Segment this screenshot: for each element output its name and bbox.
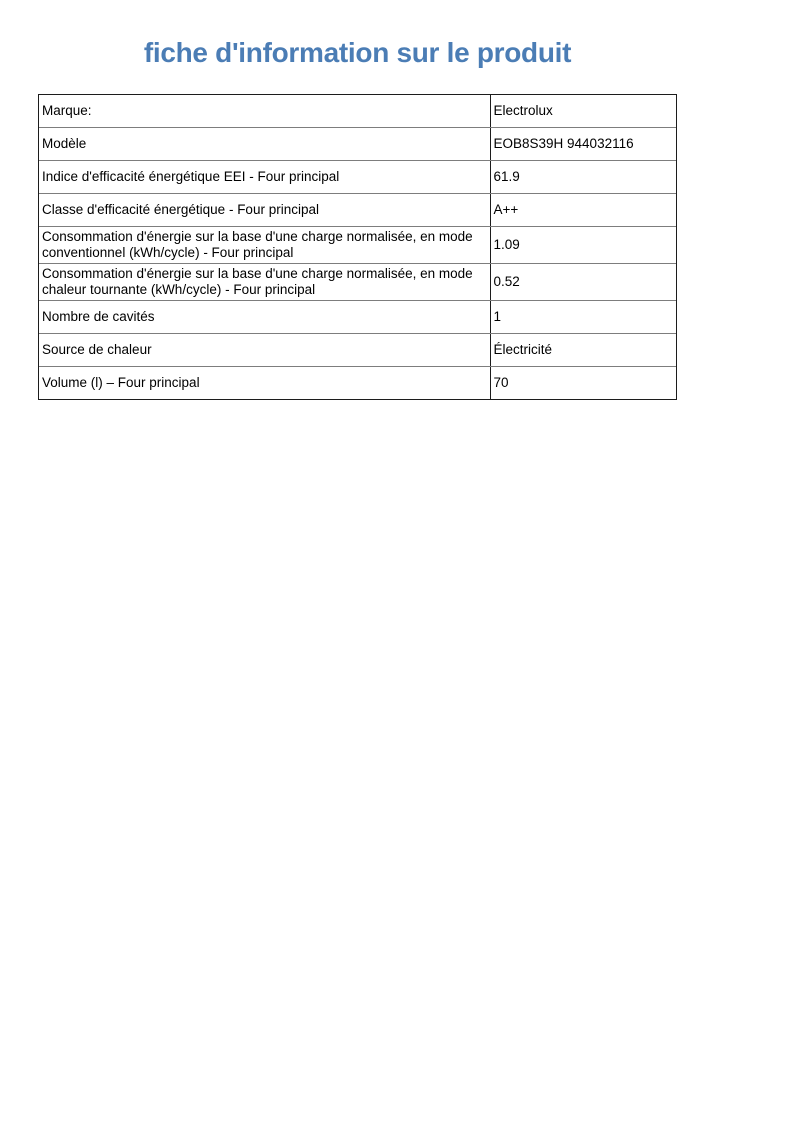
row-label: Volume (l) – Four principal bbox=[39, 367, 490, 400]
table-row bbox=[39, 161, 676, 194]
row-value: Electrolux bbox=[490, 95, 676, 128]
row-value: 0.52 bbox=[490, 264, 676, 301]
row-label: Nombre de cavités bbox=[39, 301, 490, 334]
row-label: Consommation d'énergie sur la base d'une charge normalisée, en mode conventionnel (kWh/cycle) - Four principal bbox=[39, 227, 490, 264]
row-label: Marque: bbox=[39, 95, 490, 128]
row-value: 1 bbox=[490, 301, 676, 334]
product-info-table bbox=[38, 94, 677, 400]
page-title: fiche d'information sur le produit bbox=[143, 37, 572, 68]
table-row bbox=[39, 95, 676, 128]
product-info-table-grid bbox=[39, 95, 676, 399]
row-value: 61.9 bbox=[490, 161, 676, 194]
table-row bbox=[39, 334, 676, 367]
table-row bbox=[39, 367, 676, 400]
row-value: EOB8S39H 944032116 bbox=[490, 128, 676, 161]
row-value: Électricité bbox=[490, 334, 676, 367]
table-row bbox=[39, 264, 676, 301]
row-label: Classe d'efficacité énergétique - Four principal bbox=[39, 194, 490, 227]
row-label: Indice d'efficacité énergétique EEI - Four principal bbox=[39, 161, 490, 194]
row-label: Modèle bbox=[39, 128, 490, 161]
row-value: A++ bbox=[490, 194, 676, 227]
table-row bbox=[39, 227, 676, 264]
row-value: 1.09 bbox=[490, 227, 676, 264]
table-row bbox=[39, 128, 676, 161]
table-row bbox=[39, 194, 676, 227]
row-value: 70 bbox=[493, 375, 509, 390]
row-label: Consommation d'énergie sur la base d'une charge normalisée, en mode chaleur tournante (kWh/cycle) - Four principal bbox=[39, 264, 490, 301]
table-row bbox=[39, 301, 676, 334]
row-label: Source de chaleur bbox=[39, 334, 490, 367]
